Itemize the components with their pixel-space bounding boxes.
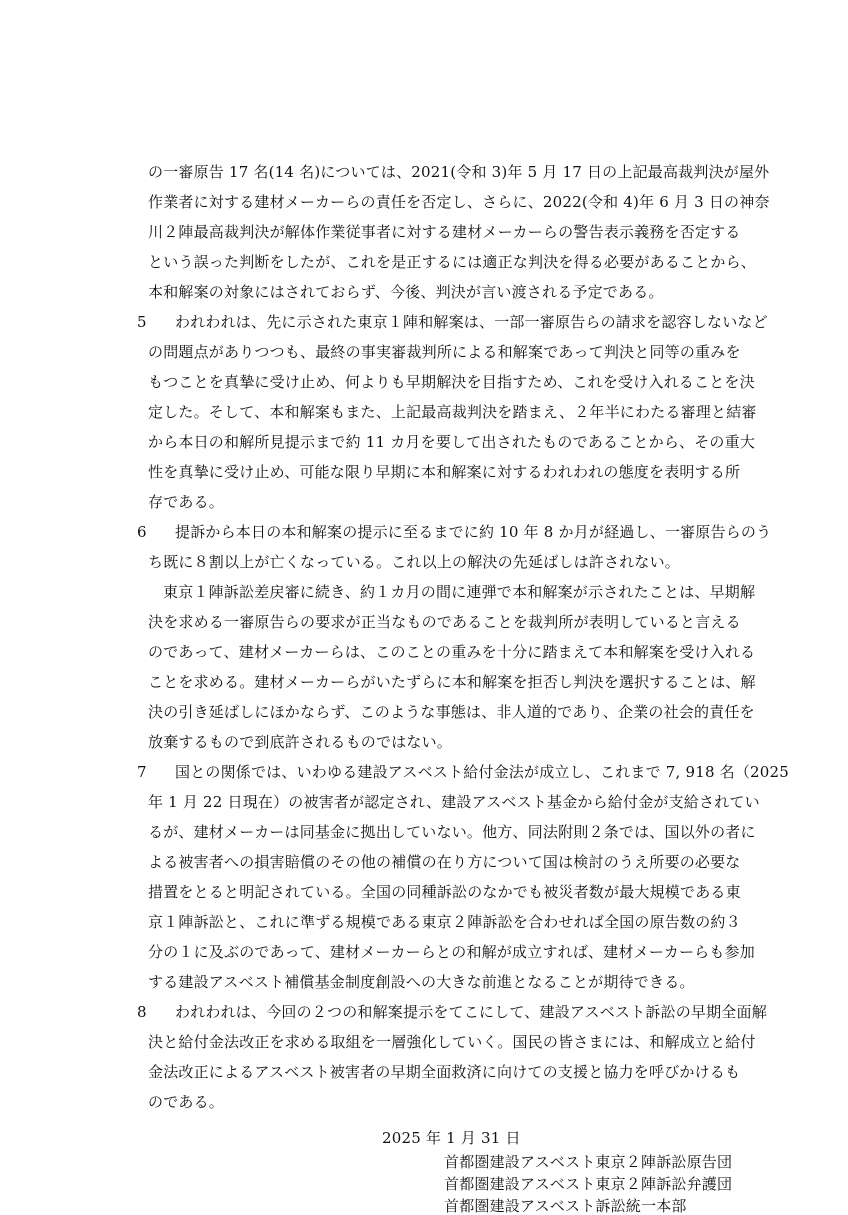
text-line: 東京１陣訴訟差戻審に続き、約１カ月の間に連弾で本和解案が示されたことは、早期解: [163, 583, 756, 601]
text-line: るが、建材メーカーは同基金に拠出していない。他方、同法附則２条では、国以外の者に: [148, 823, 756, 841]
text-line: 京１陣訴訟と、これに準ずる規模である東京２陣訴訟を合わせれば全国の原告数の約３: [148, 913, 741, 931]
item-number: 5: [137, 313, 147, 331]
text-line: ち既に８割以上が亡くなっている。これ以上の解決の先延ばしは許されない。: [148, 553, 681, 571]
text-line: 放棄するもので到底許されるものではない。: [148, 733, 453, 751]
text-line: 定した。そして、本和解案もまた、上記最高裁判決を踏まえ、２年半にわたる審理と結審: [148, 403, 757, 421]
text-line: 措置をとると明記されている。全国の同種訴訟のなかでも被災者数が最大規模である東: [148, 883, 741, 901]
item-number: 7: [137, 763, 147, 781]
text-line: のである。: [148, 1093, 225, 1111]
text-line: われわれは、今回の２つの和解案提示をてこにして、建設アスベスト訴訟の早期全面解: [175, 1003, 767, 1021]
item-number: 8: [137, 1003, 147, 1021]
signatory: 首都圏建設アスベスト東京２陣訴訟原告団: [444, 1153, 733, 1171]
text-line: 川２陣最高裁判決が解体作業従事者に対する建材メーカーらの警告表示義務を否定する: [148, 223, 741, 241]
text-line: よる被害者への損害賠償のその他の補償の在り方について国は検討のうえ所要の必要な: [148, 853, 741, 871]
text-line: 年 1 月 22 日現在）の被害者が認定され、建設アスベスト基金から給付金が支給されてい: [148, 793, 760, 811]
document-date: 2025 年 1 月 31 日: [382, 1129, 521, 1147]
text-line: の問題点がありつつも、最終の事実審裁判所による和解案であって判決と同等の重みを: [148, 343, 741, 361]
text-line: する建設アスベスト補償基金制度創設への大きな前進となることが期待できる。: [148, 973, 695, 991]
text-line: 性を真摯に受け止め、可能な限り早期に本和解案に対するわれわれの態度を表明する所: [148, 463, 741, 481]
text-line: という誤った判断をしたが、これを是正するには適正な判決を得る必要があることから、: [148, 253, 757, 271]
text-line: 決の引き延ばしにほかならず、このような事態は、非人道的であり、企業の社会的責任を: [148, 703, 755, 721]
text-line: 決と給付金法改正を求める取組を一層強化していく。国民の皆さまには、和解成立と給付: [148, 1033, 756, 1051]
text-line: 作業者に対する建材メーカーらの責任を否定し、さらに、2022(令和 4)年 6 月 3 日の神奈: [148, 193, 770, 211]
signatory: 首都圏建設アスベスト訴訟統一本部: [444, 1197, 687, 1215]
text-line: 決を求める一審原告らの要求が正当なものであることを裁判所が表明していると言える: [148, 613, 741, 631]
text-line: もつことを真摯に受け止め、何よりも早期解決を目指すため、これを受け入れることを決: [148, 373, 755, 391]
text-line: ことを求める。建材メーカーらがいたずらに本和解案を拒否し判決を選択することは、解: [148, 673, 756, 691]
text-line: 分の１に及ぶのであって、建材メーカーらとの和解が成立すれば、建材メーカーらも参加: [148, 943, 755, 961]
text-line: 提訴から本日の本和解案の提示に至るまでに約 10 年 8 か月が経過し、一審原告らのう: [175, 523, 772, 541]
text-line: 国との関係では、いわゆる建設アスベスト給付金法が成立し、これまで 7, 918 名（2025: [175, 763, 790, 781]
signatory: 首都圏建設アスベスト東京２陣訴訟弁護団: [444, 1175, 733, 1193]
text-line: の一審原告 17 名(14 名)については、2021(令和 3)年 5 月 17 日の上記最高裁判決が屋外: [148, 163, 770, 181]
text-line: 本和解案の対象にはされておらず、今後、判決が言い渡される予定である。: [148, 283, 664, 301]
text-line: 金法改正によるアスベスト被害者の早期全面救済に向けての支援と協力を呼びかけるも: [148, 1063, 741, 1081]
text-line: から本日の和解所見提示まで約 11 カ月を要して出されたものであることから、その重大: [148, 433, 756, 451]
item-number: 6: [137, 523, 147, 541]
text-line: われわれは、先に示された東京１陣和解案は、一部一審原告らの請求を認容しないなど: [175, 313, 768, 331]
text-line: 存である。: [148, 493, 225, 511]
text-line: のであって、建材メーカーらは、このことの重みを十分に踏まえて本和解案を受け入れる: [148, 643, 756, 661]
